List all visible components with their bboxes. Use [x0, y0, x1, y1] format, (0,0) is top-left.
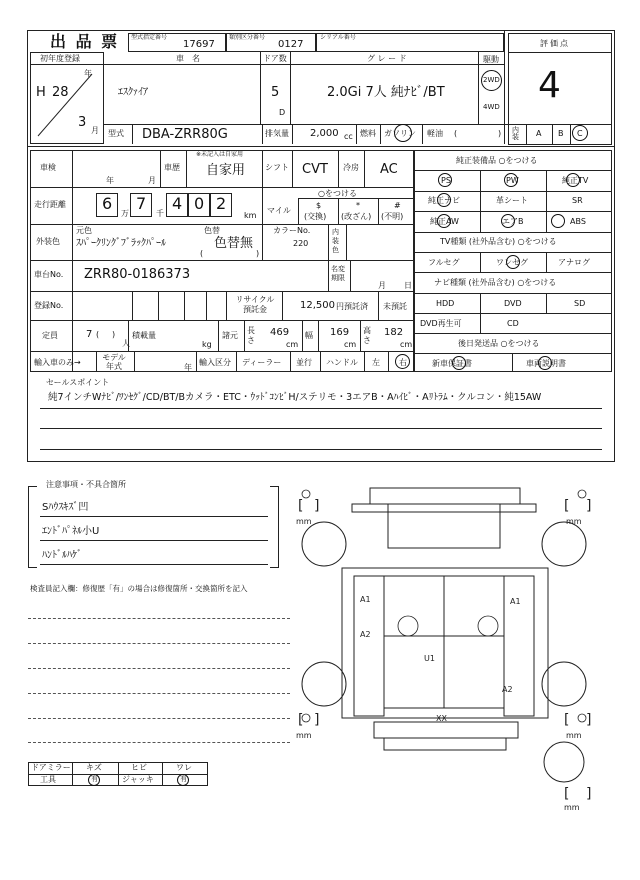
sales-text: 純7インチWﾅﾋﾞ/ﾜﾝｾｸﾞ/CD/BT/Bカメラ・ETC・ｳｯﾄﾞｺﾝﾋﾞH/ステリモ・3エアB・Aﾊｲﾋﾞ・Aﾘﾄﾗﾑ・クルコン・純15AW: [48, 392, 542, 403]
notes-bracket-right: [270, 486, 279, 568]
payload-label: 積載量: [132, 331, 156, 340]
mm-label-3: mm: [296, 731, 312, 740]
import-class-label: 輸入区分: [199, 358, 231, 367]
svg-text:]: ]: [586, 786, 592, 802]
diagram-mark-1: A1: [360, 595, 371, 604]
svg-text:]: ]: [586, 712, 592, 728]
colorno-label: カラーNo.: [273, 226, 311, 235]
model-year-unit: 年: [184, 363, 192, 372]
car-name-label: 車 名: [176, 54, 200, 63]
svg-text:[: [: [298, 498, 304, 514]
rename-label: 名変期限: [331, 265, 345, 282]
width-unit: cm: [344, 340, 357, 349]
nav-item-2: DVD: [504, 299, 522, 308]
color-change: 色替無: [214, 236, 254, 251]
equip-circle-2: [504, 173, 518, 187]
notes-line-2: ｴﾝﾄﾞﾊﾟﾈﾙ小U: [42, 526, 100, 537]
fuel-circle: [394, 124, 412, 142]
equip-item-7: 純正AW: [430, 217, 459, 226]
dvd-item-1: CD: [507, 319, 519, 328]
history-note: ※未記入は自家用: [196, 151, 244, 158]
color-label: 外装色: [36, 237, 60, 246]
car-diagram: [288, 484, 608, 814]
import-label: 輸入車のみ→: [34, 358, 81, 367]
legend-r1-2: キズ: [86, 763, 102, 772]
type-no-value: 17697: [183, 39, 215, 50]
interior-b: B: [558, 129, 564, 138]
regno-label: 登録No.: [34, 301, 64, 310]
history-value: 自家用: [206, 163, 246, 178]
equip-circle-4: [437, 193, 451, 207]
capacity-value: 7: [86, 329, 93, 340]
tv-header: TV種類 (社外品含む) ○をつける: [440, 237, 557, 246]
height-label: 高さ: [363, 326, 371, 345]
equip-item-3: 純正TV: [562, 176, 589, 185]
later-circle-1: [452, 356, 466, 370]
notes-line-1: Sﾊｳｽｷｽﾞ凹: [42, 502, 89, 513]
mileage-unit-sen: 千: [156, 209, 164, 218]
length-value: 469: [270, 327, 290, 338]
reg-era: H: [36, 85, 46, 100]
color-paren-close: ): [256, 249, 260, 258]
model-value: DBA-ZRR80G: [142, 127, 228, 142]
payload-unit: kg: [202, 340, 212, 349]
handle-left: 左: [372, 358, 380, 367]
chassis-label: 車台No.: [34, 270, 64, 279]
orig-color-label: 元色: [76, 226, 92, 235]
width-label: 幅: [305, 331, 313, 340]
equip-item-4: 純正ナビ: [428, 196, 460, 205]
history-label: 車歴: [164, 163, 180, 172]
legend-r2-3: ジャッキ: [122, 775, 154, 784]
shift-label: シフト: [265, 163, 289, 172]
dvd-label: DVD再生可: [420, 319, 462, 328]
svg-text:[: [: [564, 786, 570, 802]
colorno-value: 220: [293, 239, 309, 248]
paren-open: (: [454, 129, 458, 138]
svg-text:[: [: [564, 498, 570, 514]
recycle-amount: 12,500: [300, 300, 335, 311]
svg-text:]: ]: [314, 498, 320, 514]
chassis-value: ZRR80-0186373: [84, 267, 191, 282]
notes-label: 注意事項・不具合箇所: [46, 480, 126, 489]
legend-r1-4: ワレ: [176, 763, 192, 772]
capacity-paren: (: [96, 330, 100, 339]
import-dealer: ディーラー: [242, 358, 282, 367]
equip-item-8: エアB: [502, 217, 524, 226]
diagram-mark-6: XX: [436, 714, 447, 723]
interior-label: 内装: [512, 126, 519, 141]
ac-label: 冷房: [343, 163, 359, 172]
class-no-value: 0127: [278, 39, 304, 50]
sales-label: セールスポイント: [46, 378, 110, 387]
dims-label: 諸元: [222, 331, 238, 340]
paren-close: ): [498, 129, 502, 138]
later-item-1: 新車保証書: [432, 359, 472, 368]
exch-label: (交換): [304, 212, 327, 221]
legend-r1-3: ヒビ: [131, 763, 147, 772]
later-circle-2: [538, 356, 552, 370]
interior-c: C: [577, 129, 583, 138]
mileage-unit-km: km: [244, 211, 257, 220]
first-reg-label: 初年度登録: [40, 54, 80, 63]
recycle-suffix: 円預託済: [336, 302, 368, 311]
mm-label-2: mm: [566, 517, 582, 526]
equip-circle-8: [501, 214, 515, 228]
grade-label: グ レ ー ド: [367, 54, 407, 63]
mileage-d5: 2: [216, 194, 227, 213]
recycle-label: リサイクル預託金: [235, 295, 275, 314]
legend-circle-2: [177, 774, 189, 786]
grade-value: 2.0Gi 7人 純ﾅﾋﾞ/BT: [327, 85, 445, 100]
tv-item-3: アナログ: [558, 258, 590, 267]
interior-c-circle: [572, 125, 588, 141]
fuel-gasoline: ガソリン: [384, 129, 416, 138]
reg-year: 28: [52, 85, 69, 100]
form-title: 出 品 票: [50, 32, 120, 51]
interior-a: A: [536, 129, 542, 138]
color-name: ｽﾊﾟｰｸﾘﾝｸﾞﾌﾞﾗｯｸﾊﾟｰﾙ: [76, 238, 166, 249]
equip-circle-1: [438, 173, 452, 187]
handle-right: 右: [399, 358, 407, 367]
circle-note: ○をつける: [318, 189, 357, 198]
handle-label: ハンドル: [326, 358, 358, 367]
displacement-label: 排気量: [265, 129, 289, 138]
tamper-label: (改ざん): [341, 212, 372, 221]
inspection-month: 月: [148, 176, 156, 185]
mileage-d1: 6: [102, 194, 113, 213]
reg-year-unit: 年: [84, 69, 92, 78]
recycle-not: 未預託: [383, 302, 407, 311]
equip-item-1: PS: [441, 176, 451, 185]
tamper-sym: *: [356, 201, 360, 210]
model-label: 型式: [108, 129, 124, 138]
mm-label-4: mm: [566, 731, 582, 740]
car-name-value: ｴｽｸｧｲｱ: [118, 87, 148, 98]
notes-line-3: ﾊﾝﾄﾞﾙﾊｹﾞ: [42, 550, 82, 561]
diagram-mark-2: A1: [510, 597, 521, 606]
equip-item-6: SR: [572, 196, 583, 205]
doors-label: ドア数: [263, 54, 287, 63]
legend-r2-2: 有: [91, 775, 98, 783]
tv-circle-2: [506, 255, 520, 269]
nav-header: ナビ種類 (社外品含む) ○をつける: [434, 278, 557, 287]
later-header: 後日発送品 ○をつける: [458, 339, 540, 348]
equip-circle-7: [437, 214, 451, 228]
fuel-label: 燃料: [360, 129, 376, 138]
displacement-unit: cc: [344, 132, 353, 141]
unknown-label: (不明): [381, 212, 404, 221]
ac-value: AC: [380, 162, 398, 177]
height-value: 182: [384, 327, 404, 338]
length-label: 長さ: [247, 326, 255, 345]
equip-circle-9: [551, 214, 565, 228]
inspection-label: 車検: [40, 163, 56, 172]
handle-right-circle: [395, 354, 410, 369]
length-unit: cm: [286, 340, 299, 349]
color-paren-open: (: [200, 249, 204, 258]
mm-label-5: mm: [564, 803, 580, 812]
inspector-note: 検査員記入欄：修復歴「有」の場合は修復箇所・交換箇所を記入: [30, 584, 248, 593]
equip-item-9: ABS: [570, 217, 586, 226]
nav-item-3: SD: [574, 299, 586, 308]
displacement-value: 2,000: [310, 128, 339, 139]
shift-value: CVT: [302, 162, 328, 177]
mm-label-1: mm: [296, 517, 312, 526]
mile-label: マイル: [267, 206, 291, 215]
unknown-sym: #: [394, 201, 401, 210]
drive-4wd: 4WD: [483, 103, 500, 111]
diagram-mark-5: A2: [502, 685, 513, 694]
notes-bracket-left: [28, 486, 37, 568]
svg-text:[: [: [298, 712, 304, 728]
drive-2wd: 2WD: [483, 76, 500, 84]
grade-score-value: 4: [538, 65, 561, 106]
width-value: 169: [330, 327, 350, 338]
model-year-label: モデル年式: [102, 353, 126, 371]
rename-month: 月: [378, 281, 386, 290]
height-unit: cm: [400, 340, 413, 349]
equip-item-2: PW: [506, 176, 519, 185]
mileage-d3: 4: [172, 194, 183, 213]
equip-circle-3: [566, 173, 580, 187]
grade-score-label: 評価点: [540, 39, 570, 48]
reg-month: 3: [78, 115, 87, 130]
nav-item-1: HDD: [436, 299, 455, 308]
fuel-lightoil: 軽油: [427, 129, 443, 138]
doors-value: 5: [271, 85, 280, 100]
legend-r2-4: 有: [180, 775, 187, 783]
import-parallel: 並行: [296, 358, 312, 367]
inspection-year: 年: [106, 176, 114, 185]
legend-r1-1: ドアミラー: [31, 763, 71, 772]
tv-item-1: フルセグ: [428, 258, 460, 267]
doors-suffix: D: [279, 108, 286, 117]
capacity-unit: 人: [122, 339, 130, 348]
legend-r2-1: 工具: [40, 775, 56, 784]
capacity-label: 定員: [42, 331, 58, 340]
equipment-header: 純正装備品 ○をつける: [456, 156, 538, 165]
exch-sym: $: [316, 201, 322, 210]
svg-text:]: ]: [586, 498, 592, 514]
tv-item-2: ワンセグ: [496, 258, 528, 267]
svg-text:[: [: [564, 712, 570, 728]
later-item-2: 車両説明書: [526, 359, 566, 368]
equip-item-5: 革シート: [496, 196, 528, 205]
reg-month-unit: 月: [91, 126, 99, 135]
serial-label: シリアル番号: [320, 34, 356, 41]
diagram-mark-4: U1: [424, 654, 435, 663]
rename-day: 日: [404, 281, 412, 290]
capacity-paren-close: ): [112, 330, 116, 339]
mileage-d2: 7: [136, 194, 147, 213]
mileage-unit-man: 万: [121, 209, 129, 218]
diagram-mark-3: A2: [360, 630, 371, 639]
color-code-label: 色替: [204, 226, 220, 235]
drive-label: 駆動: [483, 55, 499, 64]
svg-text:]: ]: [314, 712, 320, 728]
class-no-label: 類別区分番号: [229, 34, 266, 41]
type-no-label: 型式指定番号: [131, 34, 168, 41]
mileage-label: 走行距離: [34, 200, 66, 209]
interior-color-label: 内装色: [332, 228, 339, 254]
mileage-d4: 0: [194, 194, 205, 213]
legend-circle-1: [88, 774, 100, 786]
